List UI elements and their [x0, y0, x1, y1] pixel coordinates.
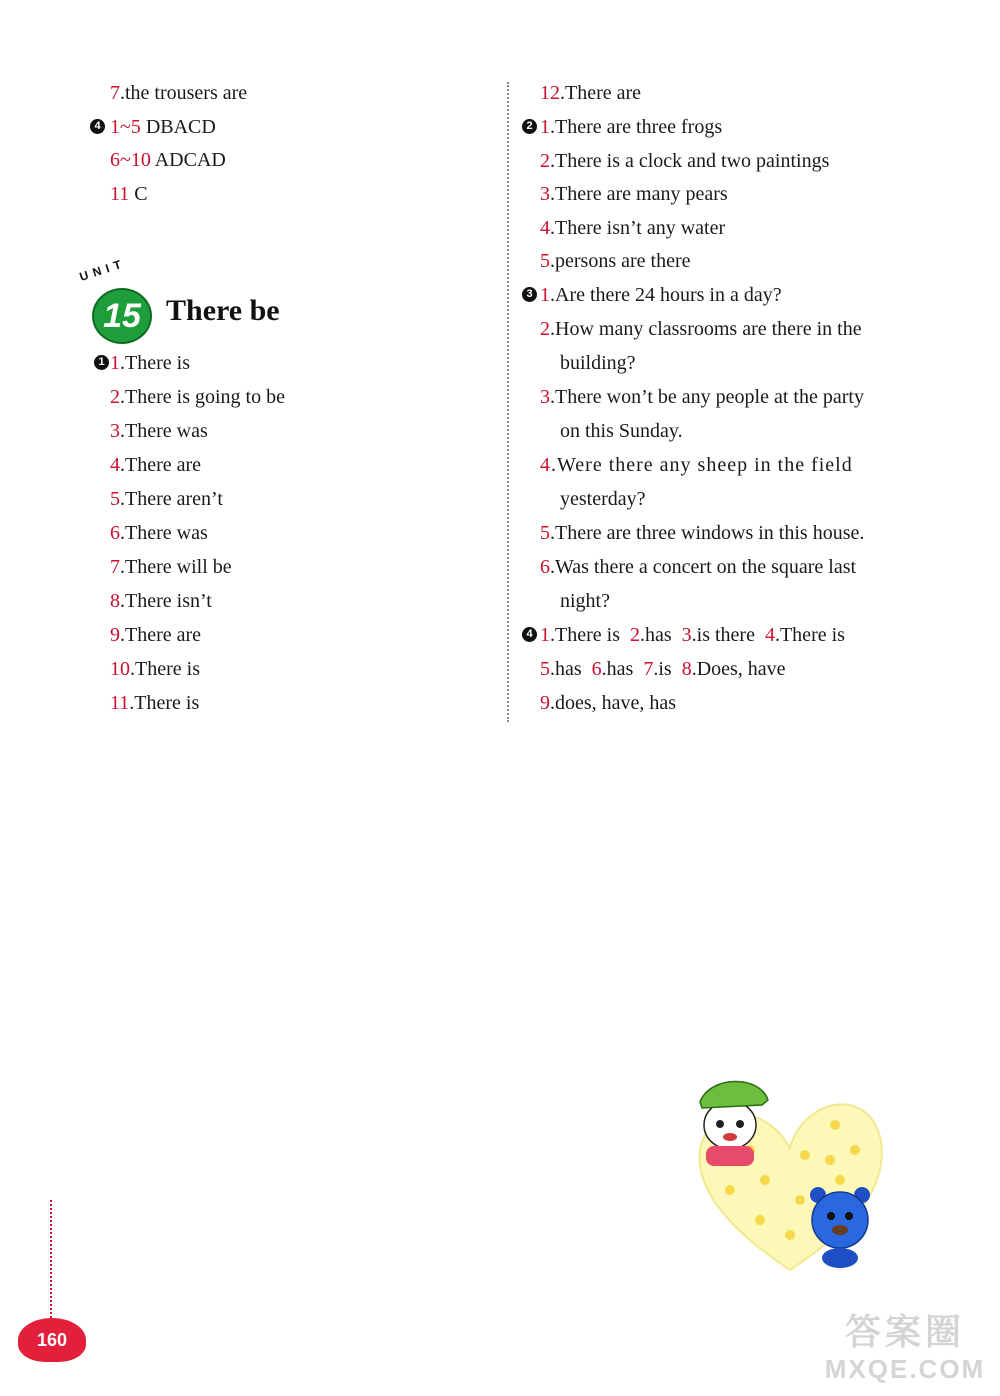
answer-number: 9 — [110, 624, 120, 646]
answer-line — [540, 81, 641, 105]
section-1-bullet-icon: 1 — [94, 355, 109, 370]
answer-number: 7 — [110, 556, 120, 578]
answer-row — [540, 657, 786, 681]
answer-text: .does, have, has — [550, 692, 677, 714]
answer-text: .Was there a concert on the square last — [550, 556, 857, 578]
answer-number: 1 — [540, 284, 550, 306]
answer-number: 2 — [629, 624, 640, 646]
answer-text: .Are there 24 hours in a day? — [550, 284, 782, 306]
unit-label: UNIT — [77, 255, 128, 284]
answer-text: .is — [653, 658, 672, 680]
answer-line — [110, 487, 223, 511]
watermark-bottom-text: MXQE.COM — [824, 1354, 986, 1384]
answer-text: building? — [560, 352, 636, 374]
answer-number: 11 — [110, 692, 130, 714]
answer-text: .There are — [120, 624, 202, 646]
answer-text: .persons are there — [550, 250, 691, 272]
answer-number: 8 — [110, 590, 120, 612]
answer-line — [540, 249, 691, 273]
blue-bear-mascot — [810, 1187, 870, 1268]
watermark-top-text: 答案圈 — [844, 1311, 965, 1352]
answer-text: C — [129, 183, 148, 205]
answer-line — [110, 148, 226, 172]
answer-number: 3 — [540, 386, 550, 408]
answer-number: 5 — [540, 250, 550, 272]
answer-number: 6~10 — [110, 149, 151, 171]
answer-number: 1 — [110, 352, 120, 374]
answer-row — [540, 623, 845, 647]
answer-text: .has — [601, 658, 634, 680]
answer-number: 3 — [540, 183, 550, 205]
answer-line — [540, 115, 722, 139]
section-2-bullet-icon: 2 — [522, 119, 537, 134]
answer-number: 5 — [540, 522, 550, 544]
answer-number: 5 — [110, 488, 120, 510]
answer-number: 6 — [110, 522, 120, 544]
mascot-heart-illustration — [690, 1070, 890, 1280]
answer-text: night? — [560, 590, 610, 612]
answer-line — [540, 453, 853, 477]
answer-text: .There is going to be — [120, 386, 285, 408]
answer-line — [110, 691, 199, 715]
answer-text: .There is — [129, 692, 200, 714]
answer-text: .has — [550, 658, 582, 680]
answer-text: .There are three frogs — [550, 116, 723, 138]
answer-text: .There was — [120, 420, 208, 442]
answer-continuation — [560, 589, 610, 613]
answer-text: .the trousers are — [120, 82, 248, 104]
answer-line — [110, 419, 208, 443]
answer-line — [110, 81, 247, 105]
column-divider — [507, 82, 509, 722]
answer-text: .There is — [130, 658, 200, 680]
answer-text: .There will be — [120, 556, 232, 578]
answer-text: .There isn’t — [120, 590, 212, 612]
answer-line — [110, 385, 285, 409]
answer-number: 11 — [110, 183, 130, 205]
answer-text: .There are many pears — [550, 183, 728, 205]
answer-line — [110, 623, 201, 647]
answer-text: .There is — [120, 352, 190, 374]
answer-text: .How many classrooms are there in the — [550, 318, 862, 340]
answer-line — [110, 351, 190, 375]
answer-text: .There isn’t any water — [550, 217, 726, 239]
answer-text: .There aren’t — [120, 488, 223, 510]
answer-text: .is there — [691, 624, 755, 646]
answer-number: 7 — [643, 658, 654, 680]
section-3-bullet-icon: 3 — [522, 287, 537, 302]
answer-text: .There was — [120, 522, 208, 544]
answer-line — [110, 555, 232, 579]
section-4-bullet-icon: 4 — [522, 627, 537, 642]
answer-number: 1 — [540, 624, 550, 646]
answer-continuation — [560, 351, 636, 375]
answer-line — [540, 283, 782, 307]
answer-number: 2 — [110, 386, 120, 408]
answer-row — [540, 691, 676, 715]
answer-text: .There is — [774, 624, 845, 646]
answer-number: 7 — [110, 82, 120, 104]
answer-line — [110, 453, 201, 477]
answer-number: 6 — [591, 658, 602, 680]
answer-number: 3 — [110, 420, 120, 442]
section-4-bullet-icon: 4 — [90, 119, 105, 134]
answer-line — [110, 657, 200, 681]
answer-number: 4 — [540, 454, 551, 476]
answer-line — [540, 216, 725, 240]
answer-number: 4 — [764, 624, 775, 646]
answer-text: yesterday? — [560, 488, 646, 510]
answer-number: 1 — [540, 116, 550, 138]
answer-text: .has — [639, 624, 672, 646]
answer-line — [110, 521, 208, 545]
watermark-logo — [820, 1310, 990, 1390]
answer-number: 2 — [540, 318, 550, 340]
answer-text: .There are — [120, 454, 202, 476]
answer-number: 4 — [540, 217, 550, 239]
answer-line — [540, 149, 829, 173]
unit-title: There be — [166, 294, 280, 327]
answer-text: .Were there any sheep in the field — [551, 454, 853, 476]
answer-text: .There won’t be any people at the party — [550, 386, 864, 408]
answer-text: DBACD — [140, 116, 216, 138]
answer-text: .There is — [550, 624, 620, 646]
answer-continuation — [560, 419, 683, 443]
answer-text: .There is a clock and two paintings — [550, 150, 830, 172]
answer-number: 3 — [681, 624, 692, 646]
answer-number: 6 — [540, 556, 550, 578]
answer-line — [540, 317, 862, 341]
answer-number: 10 — [110, 658, 130, 680]
answer-number: 5 — [540, 658, 550, 680]
answer-line — [540, 521, 864, 545]
page-number: 160 — [18, 1318, 86, 1362]
answer-text: .Does, have — [691, 658, 786, 680]
answer-number: 1~5 — [110, 116, 141, 138]
answer-text: .There are — [560, 82, 642, 104]
unit-number-badge: 15 — [92, 288, 152, 344]
answer-line — [540, 385, 864, 409]
answer-line — [110, 182, 148, 206]
answer-number: 9 — [540, 692, 550, 714]
page-number-dots — [50, 1200, 52, 1318]
answer-continuation — [560, 487, 646, 511]
answer-line — [540, 555, 856, 579]
answer-line — [540, 182, 728, 206]
answer-text: ADCAD — [150, 149, 226, 171]
answer-number: 8 — [681, 658, 692, 680]
answer-number: 2 — [540, 150, 550, 172]
answer-number: 4 — [110, 454, 120, 476]
answer-line — [110, 589, 212, 613]
answer-text: on this Sunday. — [560, 420, 683, 442]
answer-text: .There are three windows in this house. — [550, 522, 865, 544]
answer-line — [110, 115, 216, 139]
answer-number: 12 — [540, 82, 560, 104]
